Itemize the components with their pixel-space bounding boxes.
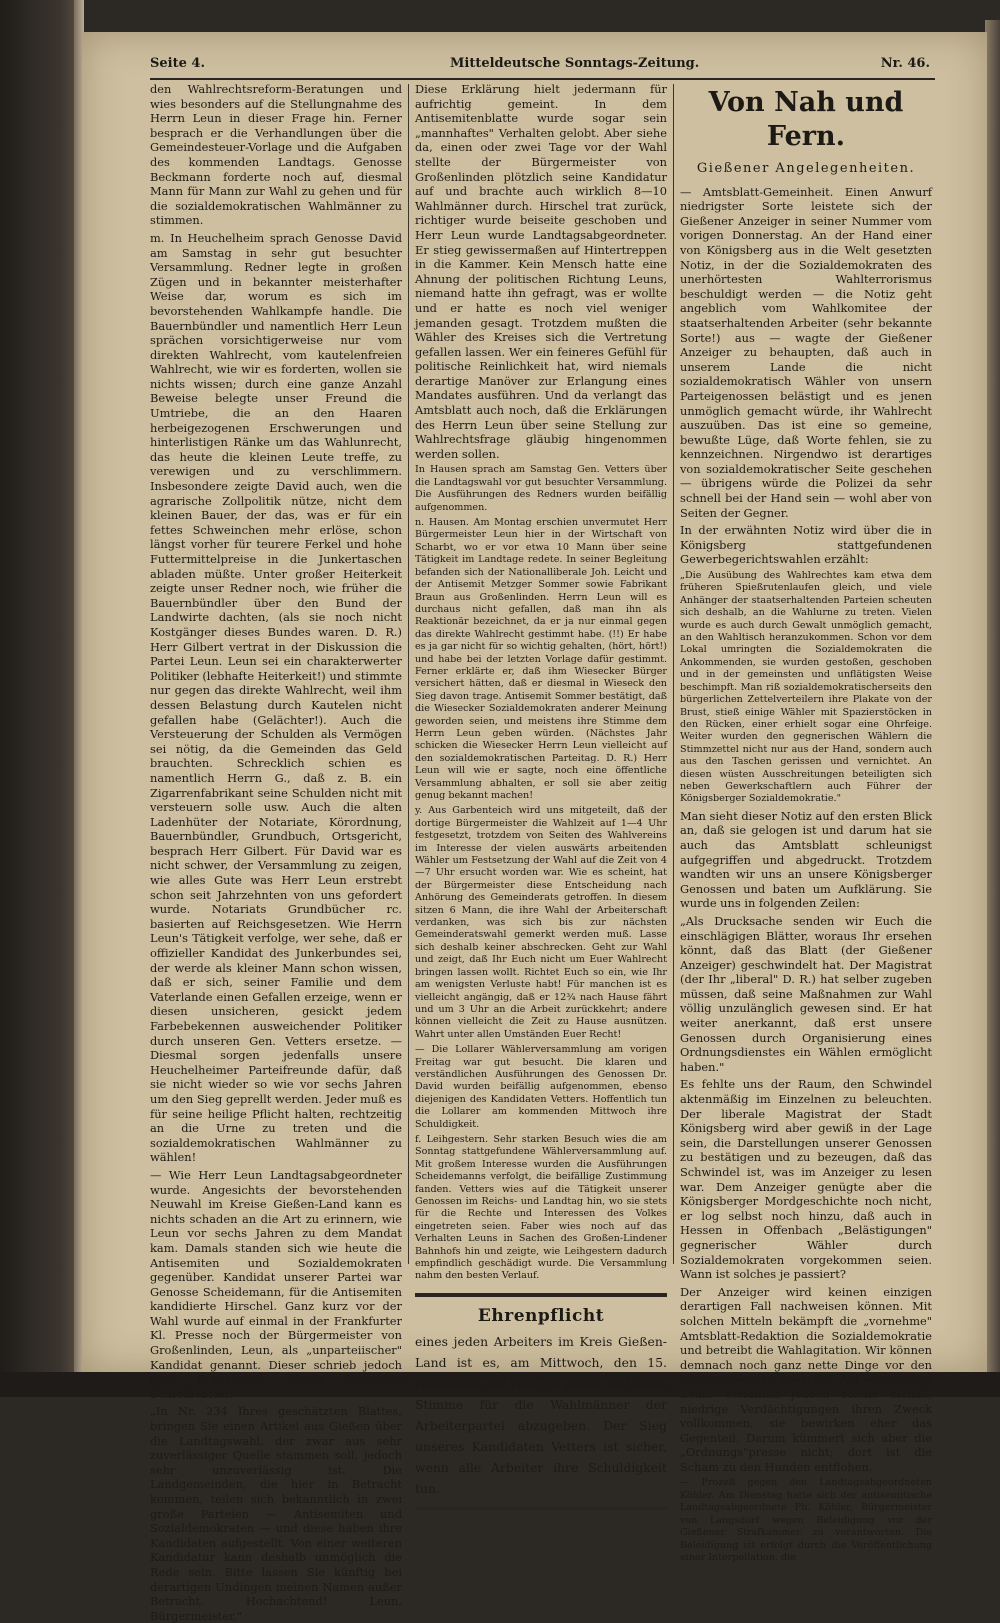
news-item: — Prozeß gegen den Landtagsabgeordneten Köhler. Am Dienstag hatte sich der antisemitische Landtagsabgeordnete Ph. Köhler, Bürgermeister von Langsdorf wegen Beleidigung vor der Gießener Strafkammer zu verantworten. Die Beleidigung ist erfolgt durch die Veröffentlichung einer Interpellation, die xyxy=(680,1477,932,1563)
article-paragraph: Der Anzeiger wird keinen einzigen derartigen Fall nachweisen können. Mit solchen Mitteln bekämpft die „vornehme" Amtsblatt-Redaktion die Sozialdemokratie und betreibt die Wahlagitation. Wir können demnach noch ganz nette Dinge vor den Landtagswahlen erwarten. Auf verständige Leute verfehlen jedoch solche elende, niedrige Verdächtigungen ihren Zweck vollkommen, sie bewirken eher das Gegenteil. Darum kümmert sich aber die „Ordnungs"presse nicht; dort ist die Scham zu den Hunden entflohen. xyxy=(680,1284,932,1474)
page-header xyxy=(150,56,930,76)
news-item: — Die Lollarer Wählerversammlung am vorigen Freitag war gut besucht. Die klaren und verständlichen Ausführungen des Genossen Dr. David wurden beifällig aufgenommen, ebenso diejenigen des Kandidaten Vetters. Hoffentlich tun die Lollarer am kommenden Mittwoch ihre Schuldigkeit. xyxy=(415,1044,667,1130)
article-paragraph: Man sieht dieser Notiz auf den ersten Blick an, daß sie gelogen ist und darum hat sie auch das Amtsblatt schleunigst aufgegriffen und abgedruckt. Trotzdem wandten wir uns an unsere Königsberger Genossen und baten um Aufklärung. Sie wurde uns in folgenden Zeilen: xyxy=(680,808,932,911)
page-number: Seite 4. xyxy=(150,56,205,71)
news-item: n. Hausen. Am Montag erschien unvermutet Herr Bürgermeister Leun hier in der Wirtschaft von Scharbt, wo er vor etwa 10 Mann über seine Tätigkeit im Landtage redete. In seiner Begleitung befanden sich der Nationalliberale Joh. Leicht und der Antisemit Metzger Sommer sowie Fabrikant Braun aus Großenlinden. Herrn Leun will es durchaus nicht gefallen, daß man ihn als Reaktionär bezeichnet, da er ja nur einmal gegen das direkte Wahlrecht gestimmt habe. (!!) Er habe es ja gar nicht für so wichtig gehalten, (hört, hört!) und habe bei der letzten Vorlage dafür gestimmt. Ferner erklärte er, daß ihm Wiesecker Bürger versichert hätten, daß er diesmal in Wieseck den Sieg davon trage. Antisemit Sommer bestätigt, daß die Wiesecker Sozialdemokraten anderer Meinung geworden seien, und meistens ihre Stimme dem Herrn Leun geben würden. (Nächstes Jahr schicken die Wiesecker Herrn Leun vielleicht auf den sozialdemokratischen Parteitag. D. R.) Herr Leun will wie er sagte, noch eine öffentliche Versammlung abhalten, er soll sie aber zeitig genug bekannt machen! xyxy=(415,517,667,801)
right-page-edge xyxy=(985,20,1000,1397)
column-3 xyxy=(680,82,932,1563)
section-rule xyxy=(415,1293,667,1297)
article-paragraph: In der erwähnten Notiz wird über die in Königsberg stattgefundenen Gewerbegerichtswahlen erzählt: xyxy=(680,523,932,567)
section-subtitle: Gießener Angelegenheiten. xyxy=(696,161,916,176)
column-divider-1 xyxy=(408,84,409,1264)
quoted-reply: „Als Drucksache senden wir Euch die einschlägigen Blätter, woraus Ihr ersehen könnt, daß das Blatt (der Gießener Anzeiger) geschwindelt hat. Der Magistrat (der Ihr „liberal" D. R.) hat selber zugeben müssen, daß seine Maßnahmen zur Wahl völlig unzulänglich gewesen sind. Er hat weiter anerkannt, daß erst unsere Genossen durch Organisierung eines Ordnungsdienstes ein Wählen ermöglicht haben." xyxy=(680,913,932,1074)
ehrenpflicht-text: eines jeden Arbeiters im Kreis Gießen-Land ist es, am Mittwoch, den 15. November zur Wahl zu gehen und seine Stimme für die Wahlmänner der Arbeiterpartei abzugeben. Der Sieg unseres Kandidaten Vetters ist sicher, wenn alle Arbeiter ihre Schuldigkeit tun. xyxy=(415,1334,667,1497)
ehrenpflicht-heading: Ehrenpflicht xyxy=(477,1305,605,1326)
article-paragraph: m. In Heuchelheim sprach Genosse David am Samstag in sehr gut besuchter Versammlung. Redner legte in großen Zügen und in bekannter meisterhafter Weise dar, worum es sich im bevorstehenden Wahlkampfe handle. Die Bauernbündler und namentlich Herr Leun sprächen vorsichtigerweise nur vom direkten Wahlrecht, vom kautelenfreien Wahlrecht, wie wir es forderten, wollen sie nichts wissen; durch eine ganze Anzahl Beweise belegte unser Freund die Umtriebe, die an den Haaren herbeigezogenen Erschwerungen und hinterlistigen Ränke um das Wahlunrecht, das heute die kleinen Leute treffe, zu verewigen und zu verschlimmern. Insbesondere zeigte David auch, wen die agrarische Zollpolitik nütze, nicht dem kleinen Bauer, der das, was er für ein fettes Schweinchen mehr erlöse, schon längst vorher für teurere Ferkel und hohe Futtermittelpreise in die Junkertaschen abladen müßte. Unter großer Heiterkeit zeigte unser Redner noch, wie früher die Bauernbündler über den Bund der Landwirte dachten, (als sie noch nicht Kostgänger dieses Bundes waren. D. R.) Herr Gilbert vertrat in der Diskussion die Partei Leun. Leun sei ein charakterwerter Politiker (lebhafte Heiterkeit!) und stimmte nur gegen das direkte Wahlrecht, weil ihm dessen Belastung durch Kautelen nicht gefallen habe (Gelächter!). Auch die Versteuerung der Schulden als Vermögen sei nötig, da die Gemeinden das Geld brauchten. Schrecklich schien es namentlich Herrn G., daß z. B. ein Zigarrenfabrikant seine Schulden nicht mit versteuern solle usw. Auch die alten Ladenhüter der Notariate, Körordnung, Bauernbündler, Grundbuch, Ortsgericht, besprach Herr Gilbert. Für David war es nicht schwer, der Versammlung zu zeigen, wie alles Gute was Herr Leun erstrebt schon seit Jahrzehnten von uns gefordert wurde. Notariats Grundbücher rc. basierten auf Reichsgesetzen. Wie Herrn Leun's Tätigkeit verfolge, wer sehe, daß er offizieller Kandidat des Junkerbundes sei, der werde als kleiner Mann schon wissen, daß er sich, seiner Familie und dem Vaterlande einen Gefallen erzeige, wenn er diesen unsicheren, gesickt jedem Farbebekennen ausweichender Politiker durch unseren Gen. Vetters ersetze. — Diesmal sorgen jedenfalls unsere Heuchelheimer Parteifreunde dafür, daß sie nicht wieder so wie vor sechs Jahren um den Sieg geprellt werden. Jeder muß es für seine heilige Pflicht halten, rechtzeitig an die Urne zu treten und die sozialdemokratischen Wahlmänner zu wählen! xyxy=(150,230,402,1165)
column-divider-2 xyxy=(673,84,674,1264)
article-paragraph: den Wahlrechtsreform-Beratungen und wies besonders auf die Stellungnahme des Herrn Leun in dieser Frage hin. Ferner besprach er die Verhandlungen über die Gemeindesteuer-Vorlage und die Aufgaben des kommenden Landtags. Genosse Beckmann forderte noch auf, diesmal Mann für Mann zur Wahl zu gehen und für die sozialdemokratischen Wahlmänner zu stimmen. xyxy=(150,82,402,228)
column-2 xyxy=(415,82,667,1497)
issue-number: Nr. 46. xyxy=(880,56,930,71)
quoted-notice: „Die Ausübung des Wahlrechtes kam etwa dem früheren Spießrutenlaufen gleich, und viele Anhänger der staatserhaltenden Parteien scheuten sich deshalb, an die Wahlurne zu treten. Vielen wurde es auch durch Gewalt unmöglich gemacht, an den Wahltisch heranzukommen. Schon vor dem Lokal umringten die Sozialdemokraten die Ankommenden, sie wurden gestoßen, geschoben und in der gemeinsten und unflätigsten Weise beschimpft. Man riß sozialdemokratischerseits den bürgerlichen Zettelverteilern ihre Plakate von der Brust, stieß einige Wähler mit Spazierstöcken in den Rücken, einer erhielt sogar eine Ohrfeige. Weiter wurden den gegnerischen Wählern die Stimmzettel nicht nur aus der Hand, sondern auch aus den Taschen gerissen und vernichtet. An diesen wüsten Ausschreitungen beteiligten sich neben Gewerkschaftlern auch Führer der Königsberger Sozialdemokratie." xyxy=(680,570,932,805)
news-item: f. Leihgestern. Sehr starken Besuch wies die am Sonntag stattgefundene Wählerversammlung auf. Mit großem Interesse wurden die Ausführungen Scheidemanns verfolgt, die beifällige Zustimmung fanden. Vetters wies auf die Tätigkeit unserer Genossen im Reichs- und Landtag hin, wo sie stets für die Rechte und Interessen des Volkes eingetreten seien. Faber wies noch auf das Verhalten Leuns in Sachen des Großen-Lindener Bahnhofs hin und zeigte, wie Leihgestern dadurch empfindlich geschädigt wurde. Die Versammlung nahm den besten Verlauf. xyxy=(415,1133,667,1282)
newspaper-title: Mitteldeutsche Sonntags-Zeitung. xyxy=(450,56,700,71)
article-paragraph: — Amtsblatt-Gemeinheit. Einen Anwurf niedrigster Sorte leistete sich der Gießener Anzeiger in seiner Nummer vom vorigen Donnerstag. An der Hand einer von Königsberg aus in die Welt gesetzten Notiz, in der die Sozialdemokraten des unerhörtesten Wahlterrorismus beschuldigt werden — die Notiz geht angeblich vom Wahlkomitee der staatserhaltenden Arbeiter (sehr bekannte Sorte!) aus — wagte der Gießener Anzeiger zu behaupten, daß auch in unserem Lande die nicht sozialdemokratisch Wähler von unsern Parteigenossen belästigt und es jenen unmöglich gemacht würde, ihr Wahlrecht auszuüben. Das ist eine so gemeine, bewußte Lüge, daß Worte fehlen, sie zu kennzeichnen. Nirgendwo ist derartiges von sozialdemokratischer Seite geschehen — übrigens würde die Polizei da sehr schnell bei der Hand sein — wohl aber von Seiten der Gegner. xyxy=(680,184,932,520)
news-item: In Hausen sprach am Samstag Gen. Vetters über die Landtagswahl vor gut besuchter Versammlung. Die Ausführungen des Redners wurden beifällig aufgenommen. xyxy=(415,464,667,513)
news-item: y. Aus Garbenteich wird uns mitgeteilt, daß der dortige Bürgermeister die Wahlzeit auf 1—4 Uhr festgesetzt, trotzdem von Seiten des Wahlvereins im Interesse der vielen auswärts arbeitenden Wähler um Festsetzung der Wahl auf die Zeit von 4—7 Uhr ersucht worden war. Wie es scheint, hat der Bürgermeister diese Entscheidung nach Anhörung des Gemeinderats getroffen. In diesem sitzen 6 Mann, die ihre Wahl der Arbeiterschaft verdanken, was sich bis zur nächsten Gemeinderatswahl gemerkt werden muß. Lasse sich deshalb keiner abschrecken. Geht zur Wahl und zeigt, daß Ihr Euch nicht um Euer Wahlrecht bringen lassen wollt. Richtet Euch so ein, wie Ihr am wenigsten Verluste habt! Für manchen ist es vielleicht angängig, daß er 12¾ nach Hause fährt und um 3 Uhr an die Arbeit zurückkehrt; andere können vielleicht die Zeit zu Hause ausnützen. Wahrt unter allen Umständen Euer Recht! xyxy=(415,805,667,1040)
column-1 xyxy=(150,82,402,1623)
header-rule xyxy=(150,78,935,80)
section-title: Von Nah und Fern. xyxy=(708,87,904,152)
section-rule-bottom xyxy=(415,1507,667,1510)
quoted-letter: „In Nr. 234 Ihres geschätzten Blattes, bringen Sie einen Artikel aus Gießen über die Landtagswahl, der zwar aus sehr zuverlässiger Quelle stammen soll, jedoch sehr unzuverlässig ist. Die Landgemeinden, die hier in Betracht kommen, teilen sich bekanntlich in zwei große Parteien — Antisemiten und Sozialdemokraten — und diese haben ihre Kandidaten aufgestellt. Von einer weiteren Kandidatur kann deshalb unmöglich die Rede sein. Bitte lassen Sie künftig bei derartigen Undingen meinen Namen außer Betracht. Hochachtend! Leun, Bürgermeister." xyxy=(150,1404,402,1623)
article-paragraph: Diese Erklärung hielt jedermann für aufrichtig gemeint. In dem Antisemitenblatte wurde sogar sein „mannhaftes" Verhalten gelobt. Aber siehe da, einen oder zwei Tage vor der Wahl stellte der Bürgermeister von Großenlinden plötzlich seine Kandidatur auf und brachte auch wirklich 8—10 Wahlmänner durch. Hirschel trat zurück, richtiger wurde beiseite geschoben und Herr Leun wurde Landtagsabgeordneter. Er stieg gewissermaßen auf Hintertreppen in die Kammer. Kein Mensch hatte eine Ahnung der politischen Richtung Leuns, niemand hatte ihn gefragt, was er wollte und er hatte es noch viel weniger jemanden gesagt. Trotzdem mußten die Wähler des Kreises sich die Vertretung gefallen lassen. Wer ein feineres Gefühl für politische Reinlichkeit hat, wird niemals derartige Manöver zur Erlangung eines Mandates ausführen. Und da verlangt das Amtsblatt auch noch, daß die Erklärungen des Herrn Leun über seine Stellung zur Wahlrechtsfrage gläubig hingenommen werden sollen. xyxy=(415,82,667,461)
article-paragraph: Es fehlte uns der Raum, den Schwindel aktenmäßig im Einzelnen zu beleuchten. Der liberale Magistrat der Stadt Königsberg wird aber gewiß in der Lage sein, die Darstellungen unserer Genossen zu bestätigen und zu bezeugen, daß das Schwindel ist, was im Anzeiger zu lesen war. Dem Anzeiger genügte aber die Königsberger Mordgeschichte noch nicht, er log selbst noch hinzu, daß auch in Hessen in Offenbach „Belästigungen" gegnerischer Wähler durch Sozialdemokraten vorgekommen seien. Wann ist solches je passiert? xyxy=(680,1077,932,1282)
book-spine xyxy=(0,0,80,1397)
article-paragraph: — Wie Herr Leun Landtagsabgeordneter wurde. Angesichts der bevorstehenden Neuwahl im Kreise Gießen-Land kann es nichts schaden an die Art zu erinnern, wie Leun vor sechs Jahren zu dem Mandat kam. Damals standen sich wie heute die Antisemiten und Sozialdemokraten gegenüber. Kandidat unserer Partei war Genosse Scheidemann, für die Antisemiten kandidierte Hirschel. Ganz kurz vor der Wahl wurde auf einmal in der Frankfurter Kl. Presse noch der Bürgermeister von Großenlinden, Leun, als „unparteiischer" Kandidat genannt. Dieser schrieb jedoch dem Frankfurter Blatte folgenden Schreibebrief: xyxy=(150,1167,402,1401)
